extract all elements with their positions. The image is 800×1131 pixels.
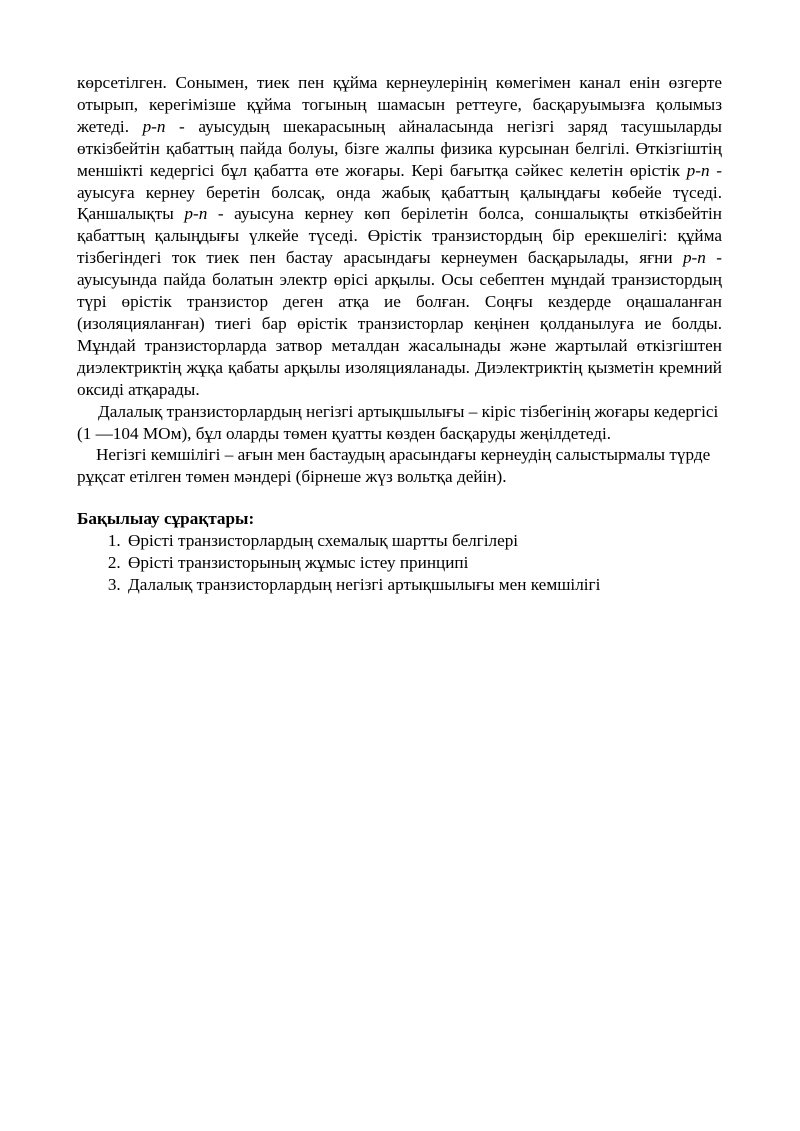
question-item: 1. Өрісті транзисторлардың схемалық шартты белгілері (125, 530, 722, 552)
paragraph-field-effect-transistor (77, 72, 722, 401)
text-run: - ауысудың шекарасының айналасында негізгі заряд тасушыларды өткізбейтін қабаттың пайда болуы, бізге жалпы физика курсынан белгілі. Өткізгіштің меншікті кедергісі бұл қабатта өте жоғары. Кері бағытқа сәйкес келетін өрістік (77, 116, 722, 180)
text-run: көрсетілген. Сонымен, тиек пен құйма кернеулерінің көмегімен канал енін өзгерте отырып, керегімізше құйма тогының шамасын реттеуге, басқаруымызға қолымыз жетеді. (77, 73, 722, 136)
pn-term: p-n (184, 204, 208, 224)
pn-term: p-n (682, 248, 706, 268)
questions-heading: Бақылыау сұрақтары: (77, 509, 255, 529)
question-item: 2. Өрісті транзисторының жұмыс істеу принципі (125, 552, 722, 574)
text-run: - ауысуға кернеу беретін болсақ, онда жабық қабаттың қалыңдағы көбейе түседі. Қаншалықты (77, 160, 722, 224)
question-item: 3. Далалық транзисторлардың негізгі артықшылығы мен кемшілігі (125, 574, 722, 596)
text-run: - ауысуында пайда болатын электр өрісі арқылы. Осы себептен мұндай транзистордың түрі өрістік транзистор деген атқа ие болған. Соңғы кездерде оңашаланған (изоляцияланған) тиегі бар өрістік транзисторлар кеңінен қолданылуға ие болды. Мұндай транзисторларда затвор металдан жасалынады және жартылай өткізгіштен диэлектриктің жұқа қабаты арқылы изоляцияланады. Диэлектриктің қызметін кремний оксиді атқарады. (77, 248, 722, 399)
pn-term: p-n (686, 160, 710, 180)
text-run: - ауысуна кернеу көп берілетін болса, соншалықты өткізбейтін қабаттың қалыңдығы үлкейе түседі. Өрістік транзистордың бір ерекшелігі: құйма тізбегіндегі ток тиек пен бастау арасындағы кернеумен басқарылады, яғни (77, 204, 722, 268)
page-content (77, 72, 722, 596)
questions-list (77, 530, 722, 596)
paragraph-advantages: Далалық транзисторлардың негізгі артықшылығы – кіріс тізбегінің жоғары кедергісі (1 —104 МОм), бұл оларды төмен қуатты көзден басқаруды жеңілдетеді. (77, 401, 719, 443)
pn-term: p-n (142, 116, 166, 136)
paragraph-disadvantages: Негізгі кемшілігі – ағын мен бастаудың арасындағы кернеудің салыстырмалы түрде рұқсат етілген төмен мәндері (бірнеше жүз вольтқа дейін). (77, 445, 711, 487)
